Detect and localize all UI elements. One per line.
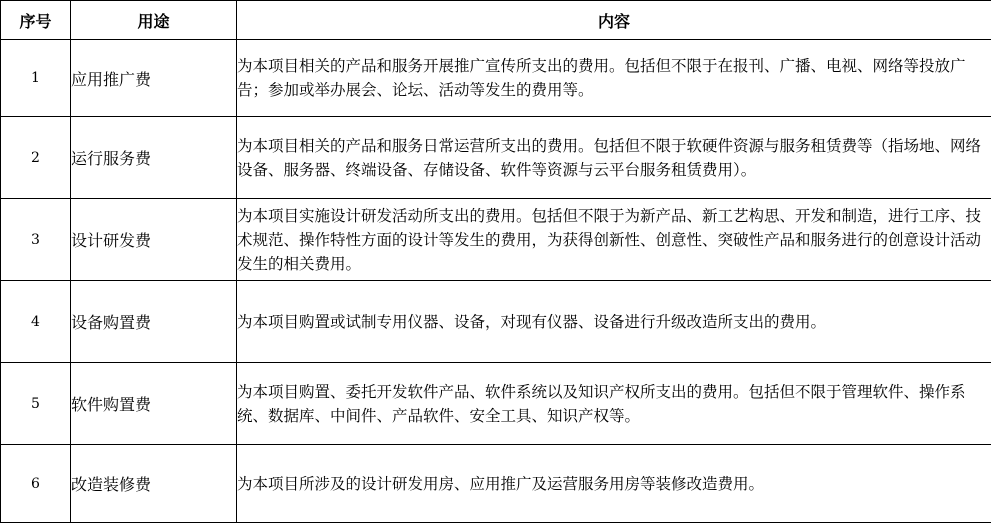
row-index: 5 [1,363,71,445]
row-use: 改造装修费 [71,445,237,523]
table-row [1,117,991,199]
table-row [1,363,991,445]
row-use: 设计研发费 [71,199,237,281]
row-index: 3 [1,199,71,281]
row-content-text: 为本项目所涉及的设计研发用房、应用推广及运营服务用房等装修改造费用。 [237,472,991,496]
table-row [1,445,991,523]
row-use: 运行服务费 [71,117,237,199]
row-content [237,445,991,523]
row-index: 1 [1,40,71,117]
header-index: 序号 [1,1,71,40]
row-content [237,199,991,281]
row-use: 应用推广费 [71,40,237,117]
row-index: 2 [1,117,71,199]
row-content [237,117,991,199]
row-content-text: 为本项目相关的产品和服务开展推广宣传所支出的费用。包括但不限于在报刊、广播、电视、网络等投放广告；参加或举办展会、论坛、活动等发生的费用等。 [237,54,991,102]
row-content [237,281,991,363]
header-row [1,1,991,40]
row-content-text: 为本项目实施设计研发活动所支出的费用。包括但不限于为新产品、新工艺构思、开发和制造，进行工序、技术规范、操作特性方面的设计等发生的费用，为获得创新性、创意性、突破性产品和服务进行的创意设计活动发生的相关费用。 [237,204,991,276]
table-row [1,199,991,281]
row-content [237,40,991,117]
row-content-text: 为本项目购置、委托开发软件产品、软件系统以及知识产权所支出的费用。包括但不限于管理软件、操作系统、数据库、中间件、产品软件、安全工具、知识产权等。 [237,380,991,428]
header-content: 内容 [237,1,991,40]
row-use: 设备购置费 [71,281,237,363]
row-index: 4 [1,281,71,363]
row-use: 软件购置费 [71,363,237,445]
row-content [237,363,991,445]
row-content-text: 为本项目相关的产品和服务日常运营所支出的费用。包括但不限于软硬件资源与服务租赁费等（指场地、网络设备、服务器、终端设备、存储设备、软件等资源与云平台服务租赁费用）。 [237,134,991,182]
table-row [1,40,991,117]
row-content-text: 为本项目购置或试制专用仪器、设备，对现有仪器、设备进行升级改造所支出的费用。 [237,310,991,334]
header-use: 用途 [71,1,237,40]
row-index: 6 [1,445,71,523]
table-row [1,281,991,363]
